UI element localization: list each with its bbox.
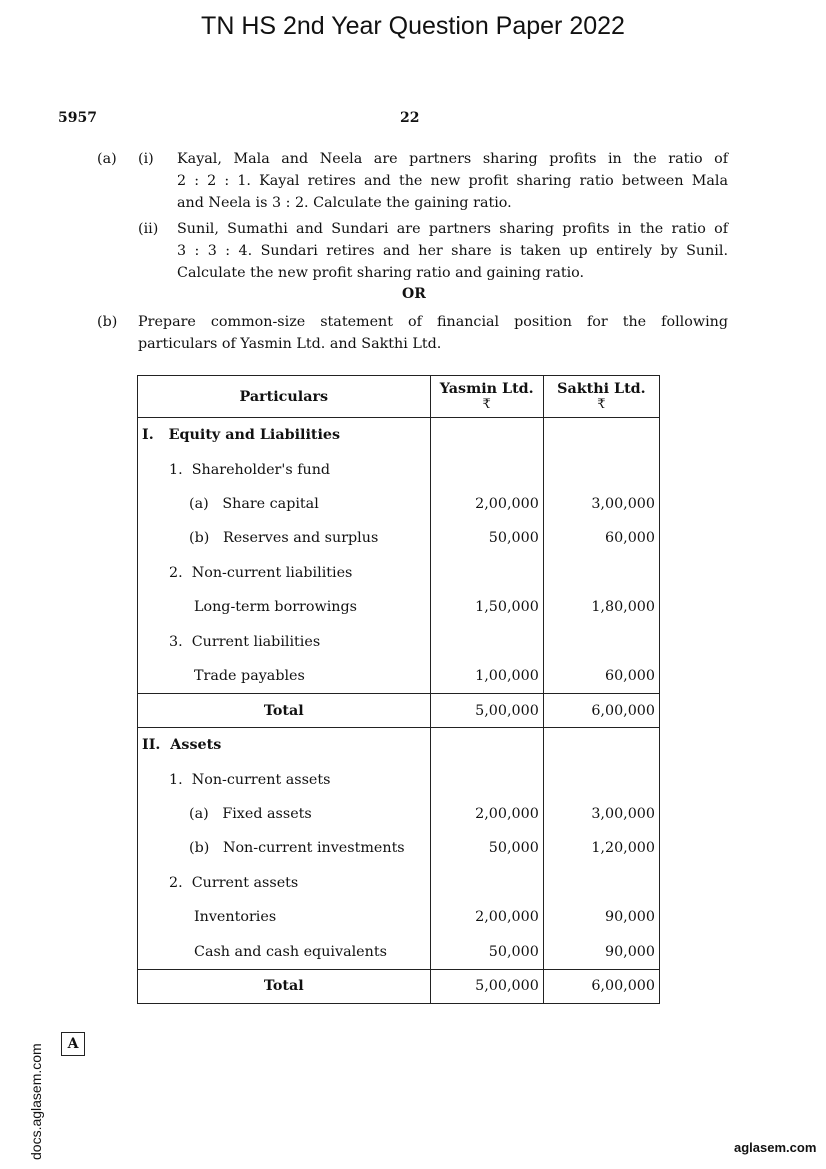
row-particular: 1. Shareholder's fund (138, 452, 431, 486)
row-particular: (a) Fixed assets (138, 797, 431, 831)
row-particular: Inventories (138, 900, 431, 934)
question-a-i-line-3: and Neela is 3 : 2. Calculate the gaining ratio. (177, 195, 512, 211)
table-row (138, 969, 660, 1003)
row-value-yasmin (430, 452, 543, 486)
table-header-row (138, 376, 660, 418)
header-yasmin-label: Yasmin Ltd. (439, 381, 534, 397)
table-row (138, 659, 660, 694)
row-value-yasmin: 2,00,000 (430, 487, 543, 521)
row-value-sakthi (543, 763, 659, 797)
rupee-symbol: ₹ (482, 397, 491, 412)
row-value-sakthi: 6,00,000 (543, 694, 659, 728)
paper-code: 5957 (58, 110, 97, 126)
question-a-ii-line-3: Calculate the new profit sharing ratio and gaining ratio. (177, 265, 585, 281)
table-row (138, 797, 660, 831)
question-a-i-line-1: Kayal, Mala and Neela are partners sharing profits in the ratio of (177, 151, 728, 167)
side-watermark: docs.aglasem.com (28, 1043, 44, 1160)
table-row (138, 831, 660, 865)
or-separator: OR (402, 286, 426, 302)
table-row (138, 900, 660, 934)
row-value-sakthi (543, 728, 659, 763)
boxed-label: A (61, 1032, 85, 1056)
row-value-sakthi: 3,00,000 (543, 797, 659, 831)
row-value-yasmin: 50,000 (430, 934, 543, 969)
financial-position-table (137, 375, 660, 1004)
row-value-sakthi: 60,000 (543, 659, 659, 694)
table-row (138, 694, 660, 728)
footer-site: aglasem.com (734, 1140, 817, 1155)
question-b-label: (b) (97, 314, 118, 330)
row-particular: (b) Reserves and surplus (138, 521, 431, 555)
row-value-yasmin (430, 728, 543, 763)
table-row (138, 728, 660, 763)
table-row (138, 556, 660, 590)
row-value-sakthi (543, 452, 659, 486)
row-value-sakthi: 1,20,000 (543, 831, 659, 865)
table-row (138, 934, 660, 969)
row-value-yasmin (430, 624, 543, 658)
question-a-label: (a) (97, 151, 117, 167)
row-value-sakthi: 90,000 (543, 900, 659, 934)
table-row (138, 452, 660, 486)
question-a-i-line-2: 2 : 2 : 1. Kayal retires and the new profit sharing ratio between Mala (177, 173, 728, 189)
row-particular: (a) Share capital (138, 487, 431, 521)
row-value-sakthi (543, 866, 659, 900)
row-value-sakthi: 60,000 (543, 521, 659, 555)
row-particular: I. Equity and Liabilities (138, 418, 431, 453)
table-row (138, 624, 660, 658)
row-value-yasmin: 1,00,000 (430, 659, 543, 694)
table-body (138, 418, 660, 1004)
table-row (138, 418, 660, 453)
header-yasmin (430, 376, 543, 418)
row-value-yasmin: 5,00,000 (430, 694, 543, 728)
row-value-sakthi: 1,80,000 (543, 590, 659, 624)
row-particular: Total (138, 969, 431, 1003)
row-value-sakthi (543, 624, 659, 658)
table-row (138, 763, 660, 797)
page-number: 22 (400, 110, 420, 126)
row-particular: Total (138, 694, 431, 728)
row-value-yasmin (430, 418, 543, 453)
row-particular: 2. Non-current liabilities (138, 556, 431, 590)
question-a-ii-label: (ii) (138, 221, 159, 237)
row-value-yasmin: 2,00,000 (430, 797, 543, 831)
row-value-sakthi: 6,00,000 (543, 969, 659, 1003)
question-a-ii-line-2: 3 : 3 : 4. Sundari retires and her share is taken up entirely by Sunil. (177, 243, 728, 259)
row-particular: Trade payables (138, 659, 431, 694)
question-b-line-1: Prepare common-size statement of financial position for the following (138, 314, 728, 330)
question-b-line-2: particulars of Yasmin Ltd. and Sakthi Ltd. (138, 336, 442, 352)
row-value-sakthi: 3,00,000 (543, 487, 659, 521)
header-sakthi (543, 376, 659, 418)
row-value-yasmin (430, 556, 543, 590)
table-row (138, 521, 660, 555)
row-value-yasmin: 2,00,000 (430, 900, 543, 934)
table-row (138, 590, 660, 624)
rupee-symbol: ₹ (597, 397, 606, 412)
row-value-yasmin (430, 763, 543, 797)
row-particular: 2. Current assets (138, 866, 431, 900)
question-a-i-label: (i) (138, 151, 154, 167)
table-row (138, 487, 660, 521)
question-a-ii-line-1: Sunil, Sumathi and Sundari are partners sharing profits in the ratio of (177, 221, 728, 237)
row-particular: (b) Non-current investments (138, 831, 431, 865)
row-value-sakthi: 90,000 (543, 934, 659, 969)
row-particular: Cash and cash equivalents (138, 934, 431, 969)
row-particular: 3. Current liabilities (138, 624, 431, 658)
row-value-yasmin: 50,000 (430, 521, 543, 555)
row-particular: 1. Non-current assets (138, 763, 431, 797)
header-sakthi-label: Sakthi Ltd. (557, 381, 646, 397)
header-particulars: Particulars (138, 376, 431, 418)
row-value-sakthi (543, 556, 659, 590)
table-row (138, 866, 660, 900)
row-particular: Long-term borrowings (138, 590, 431, 624)
row-particular: II. Assets (138, 728, 431, 763)
page-banner-title: TN HS 2nd Year Question Paper 2022 (201, 12, 625, 40)
row-value-sakthi (543, 418, 659, 453)
row-value-yasmin: 50,000 (430, 831, 543, 865)
row-value-yasmin: 1,50,000 (430, 590, 543, 624)
row-value-yasmin: 5,00,000 (430, 969, 543, 1003)
row-value-yasmin (430, 866, 543, 900)
